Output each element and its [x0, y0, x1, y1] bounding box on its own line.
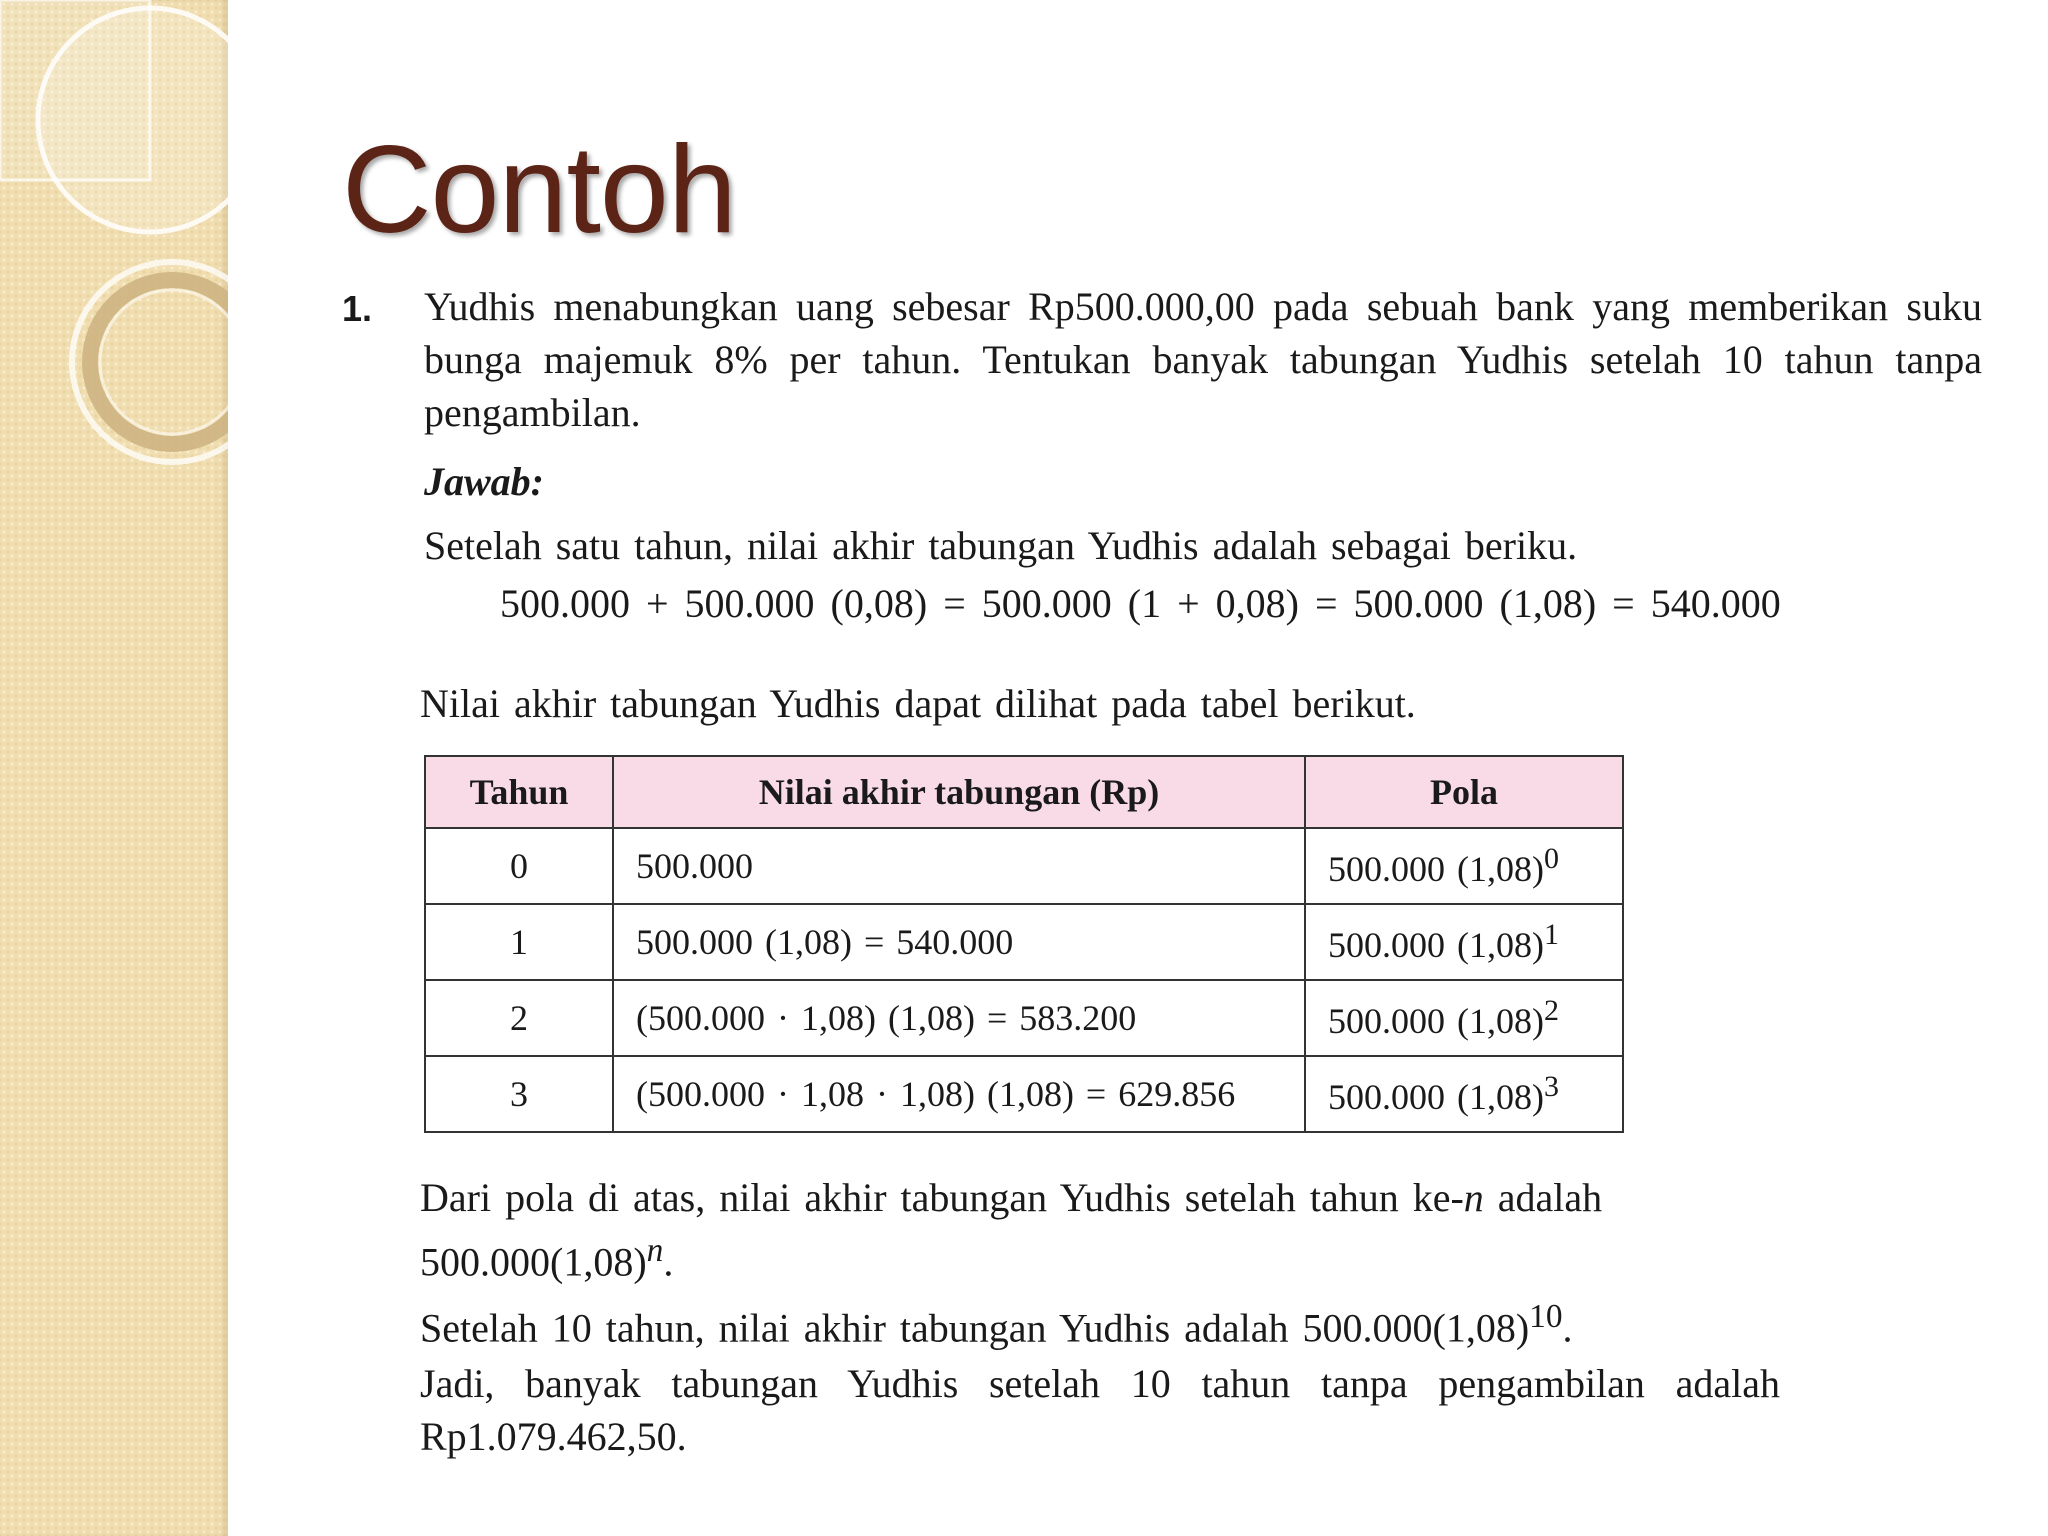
table-header-row [425, 756, 1623, 828]
pattern-exponent: 3 [1543, 1070, 1559, 1103]
answer-block [420, 457, 1982, 1463]
slide-content [342, 280, 1982, 1463]
table-header-year: Tahun [425, 756, 613, 828]
answer-equation: 500.000 + 500.000 (0,08) = 500.000 (1 + 0,08) = 500.000 (1,08) = 540.000 [500, 581, 1781, 626]
decorative-rings-icon [0, 0, 228, 520]
pattern-base: 500.000 (1,08) [1328, 1077, 1544, 1117]
conclusion-pattern-text-end: adalah [1483, 1175, 1603, 1220]
table-cell-pattern [1305, 980, 1623, 1056]
decorative-side-panel [0, 0, 228, 1536]
conclusion-pattern [420, 1171, 1780, 1288]
pattern-base: 500.000 (1,08) [1328, 1001, 1544, 1041]
ten-years-exponent: 10 [1529, 1298, 1563, 1336]
pattern-formula: 500.000(1,08) [420, 1239, 647, 1285]
table-cell-year: 3 [425, 1056, 613, 1132]
table-cell-value: (500.000 · 1,08) (1,08) = 583.200 [613, 980, 1305, 1056]
table-intro: Nilai akhir tabungan Yudhis dapat dilihat pada tabel berikut. [420, 681, 1416, 726]
problem-statement [342, 280, 1982, 439]
table-cell-value: 500.000 [613, 828, 1305, 904]
table-row [425, 980, 1623, 1056]
pattern-formula-end: . [663, 1239, 674, 1285]
pattern-exponent: 0 [1543, 842, 1559, 875]
table-row [425, 1056, 1623, 1132]
table-cell-pattern [1305, 828, 1623, 904]
table-cell-value: 500.000 (1,08) = 540.000 [613, 904, 1305, 980]
table-cell-value: (500.000 · 1,08 · 1,08) (1,08) = 629.856 [613, 1056, 1305, 1132]
table-cell-year: 2 [425, 980, 613, 1056]
ten-years-end: . [1562, 1305, 1573, 1351]
pattern-exponent: 1 [1543, 918, 1559, 951]
pattern-formula-exponent: n [646, 1232, 664, 1269]
table-cell-pattern [1305, 904, 1623, 980]
problem-text: Yudhis menabungkan uang sebesar Rp500.000,00 pada sebuah bank yang memberikan suku bunga majemuk 8% per tahun. Tentukan banyak tabungan Yudhis setelah 10 tahun tanpa pengambilan. [424, 284, 1982, 435]
conclusion-pattern-text: Dari pola di atas, nilai akhir tabungan Yudhis setelah tahun ke- [420, 1175, 1464, 1220]
problem-number: 1. [342, 288, 373, 329]
table-row [425, 828, 1623, 904]
variable-n: n [1463, 1175, 1484, 1220]
pattern-base: 500.000 (1,08) [1328, 849, 1544, 889]
answer-label: Jawab: [424, 459, 544, 504]
pattern-base: 500.000 (1,08) [1328, 925, 1544, 965]
slide-title: Contoh [342, 121, 736, 259]
conclusion [420, 1171, 1780, 1463]
table-cell-year: 0 [425, 828, 613, 904]
answer-intro: Setelah satu tahun, nilai akhir tabungan Yudhis adalah sebagai beriku. [424, 523, 1578, 568]
table-cell-year: 1 [425, 904, 613, 980]
pattern-exponent: 2 [1543, 994, 1559, 1027]
conclusion-final: Jadi, banyak tabungan Yudhis setelah 10 tahun tanpa pengambilan adalah Rp1.079.462,50. [420, 1360, 1780, 1459]
conclusion-ten-years [420, 1290, 1780, 1354]
savings-table [424, 755, 1624, 1133]
ten-years-text: Setelah 10 tahun, nilai akhir tabungan Yudhis adalah 500.000(1,08) [420, 1305, 1530, 1351]
table-row [425, 904, 1623, 980]
table-cell-pattern [1305, 1056, 1623, 1132]
table-header-pattern: Pola [1305, 756, 1623, 828]
table-header-value: Nilai akhir tabungan (Rp) [613, 756, 1305, 828]
